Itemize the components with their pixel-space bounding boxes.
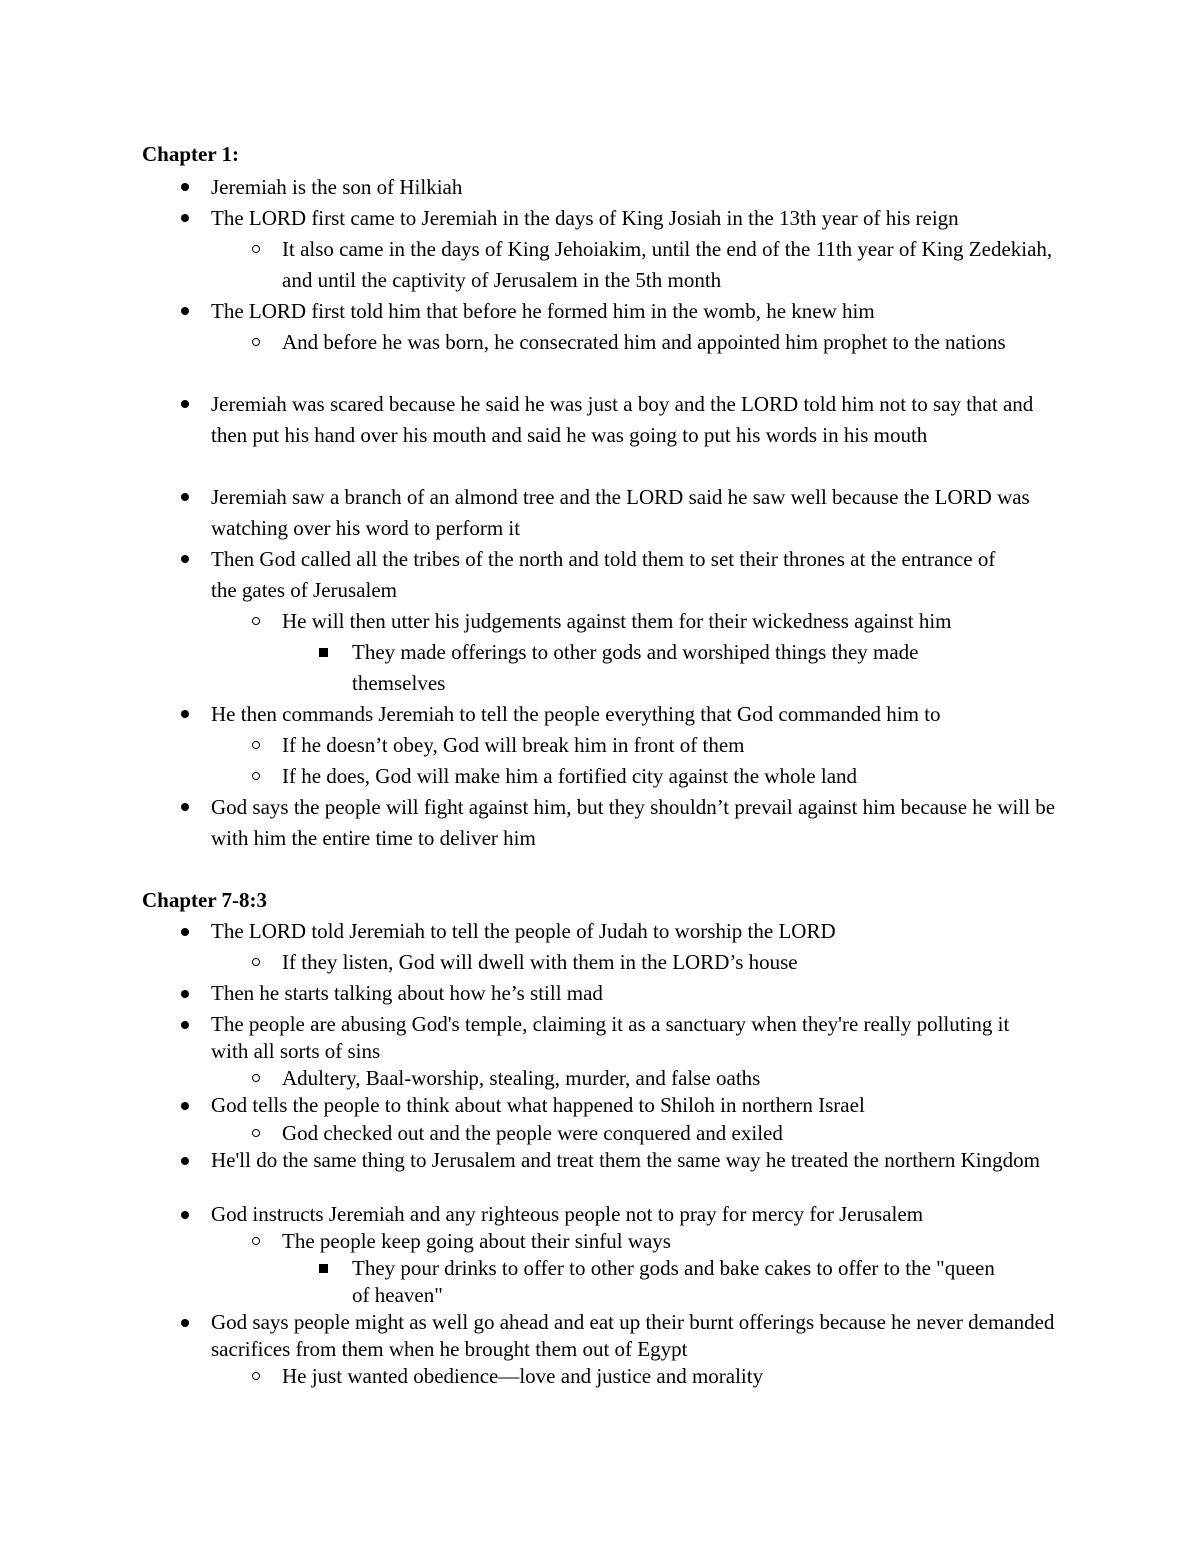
bullet-disc-icon (181, 699, 189, 718)
list-item: The LORD first came to Jeremiah in the days of King Josiah in the 13th year of his reign (211, 203, 1071, 234)
bullet-circle-icon (252, 1120, 260, 1137)
bullet-disc-icon (181, 482, 189, 501)
list-item: Jeremiah is the son of Hilkiah (211, 172, 1071, 203)
list-item: God checked out and the people were conquered and exiled (282, 1120, 1072, 1147)
list-item: He will then utter his judgements against them for their wickedness against him (282, 606, 1072, 637)
bullet-circle-icon (252, 730, 260, 749)
list-item: He just wanted obedience—love and justice and morality (282, 1363, 1072, 1390)
list-item: If he doesn’t obey, God will break him in front of them (282, 730, 1072, 761)
list-item: He'll do the same thing to Jerusalem and treat them the same way he treated the northern Kingdom (211, 1147, 1071, 1174)
list-item: The LORD told Jeremiah to tell the people of Judah to worship the LORD (211, 918, 1071, 945)
list-item: The people are abusing God's temple, claiming it as a sanctuary when they're really polluting it with all sorts of sins (211, 1011, 1011, 1065)
list-item: Jeremiah was scared because he said he was just a boy and the LORD told him not to say that and then put his hand over his mouth and said he was going to put his words in his mouth (211, 389, 1066, 451)
list-item: God tells the people to think about what happened to Shiloh in northern Israel (211, 1092, 1071, 1119)
list-item: God says people might as well go ahead and eat up their burnt offerings because he never demanded sacrifices from them when he brought them out of Egypt (211, 1309, 1071, 1363)
list-item: They made offerings to other gods and worshiped things they made themselves (352, 637, 1012, 699)
bullet-disc-icon (181, 1092, 189, 1110)
bullet-disc-icon (181, 389, 189, 408)
bullet-disc-icon (181, 1011, 189, 1029)
list-item: The people keep going about their sinful ways (282, 1228, 1072, 1255)
bullet-disc-icon (181, 980, 189, 998)
bullet-disc-icon (181, 172, 189, 191)
bullet-circle-icon (252, 1228, 260, 1245)
list-item: If they listen, God will dwell with them in the LORD’s house (282, 949, 1072, 976)
bullet-disc-icon (181, 1201, 189, 1219)
list-item: God instructs Jeremiah and any righteous people not to pray for mercy for Jerusalem (211, 1201, 1071, 1228)
chapter-1-heading: Chapter 1: (142, 142, 240, 166)
bullet-circle-icon (252, 327, 260, 346)
list-item: And before he was born, he consecrated him and appointed him prophet to the nations (282, 327, 1042, 358)
bullet-circle-icon (252, 1065, 260, 1082)
bullet-disc-icon (181, 1309, 189, 1327)
list-item: If he does, God will make him a fortified city against the whole land (282, 761, 1072, 792)
bullet-disc-icon (181, 544, 189, 563)
bullet-disc-icon (181, 918, 189, 936)
bullet-disc-icon (181, 203, 189, 222)
list-item: God says the people will fight against him, but they shouldn’t prevail against him because he will be with him the entire time to deliver him (211, 792, 1076, 854)
list-item: Jeremiah saw a branch of an almond tree and the LORD said he saw well because the LORD was watching over his word to perform it (211, 482, 1041, 544)
bullet-circle-icon (252, 606, 260, 625)
bullet-circle-icon (252, 761, 260, 780)
chapter-7-heading: Chapter 7-8:3 (142, 888, 268, 912)
bullet-circle-icon (252, 949, 260, 966)
bullet-square-icon (319, 637, 328, 657)
bullet-disc-icon (181, 296, 189, 315)
list-item: Adultery, Baal-worship, stealing, murder, and false oaths (282, 1065, 1072, 1092)
bullet-square-icon (319, 1255, 328, 1273)
bullet-disc-icon (181, 1147, 189, 1165)
list-item: He then commands Jeremiah to tell the people everything that God commanded him to (211, 699, 1071, 730)
bullet-circle-icon (252, 1363, 260, 1380)
list-item: It also came in the days of King Jehoiakim, until the end of the 11th year of King Zedekiah, and until the captivity of Jerusalem in the 5th month (282, 234, 1062, 296)
bullet-circle-icon (252, 234, 260, 253)
list-item: They pour drinks to offer to other gods and bake cakes to offer to the "queen of heaven" (352, 1255, 1012, 1309)
list-item: Then he starts talking about how he’s still mad (211, 980, 1071, 1007)
bullet-disc-icon (181, 792, 189, 811)
list-item: The LORD first told him that before he formed him in the womb, he knew him (211, 296, 1071, 327)
list-item: Then God called all the tribes of the north and told them to set their thrones at the entrance of the gates of Jerusalem (211, 544, 1001, 606)
